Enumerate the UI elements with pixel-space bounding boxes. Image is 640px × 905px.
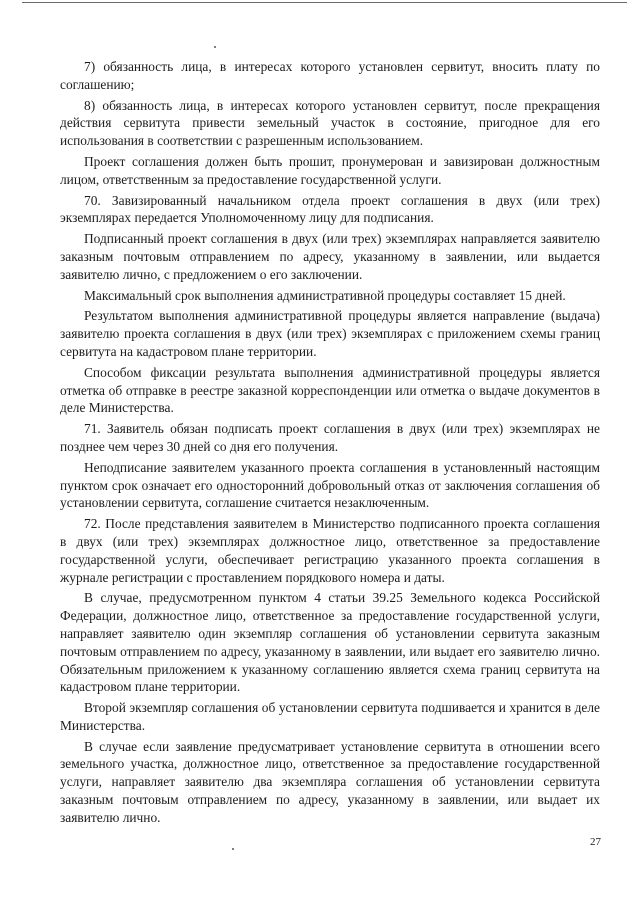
scan-top-edge (22, 2, 627, 3)
paragraph: В случае, предусмотренном пунктом 4 статьи 39.25 Земельного кодекса Российской Федерации, должностное лицо, ответственное за предоставление государственной услуги, направляет заявителю один экземпляр соглашения об установлении сервитута заказным почтовым отправлением по адресу, указанному в заявлении, или выдает его заявителю лично. Обязательным приложением к указанному соглашению является схема границ сервитута на кадастровом плане территории. (60, 590, 600, 695)
paragraph: Проект соглашения должен быть прошит, пронумерован и завизирован должностным лицом, ответственным за предоставление государственной услуги. (60, 153, 600, 187)
paragraph: Второй экземпляр соглашения об установлении сервитута подшивается и хранится в деле Министерства. (60, 700, 600, 733)
scan-speck (232, 848, 234, 850)
page-number: 27 (590, 836, 601, 848)
document-body (60, 58, 600, 830)
paragraph: Подписанный проект соглашения в двух (или трех) экземплярах направляется заявителю заказным почтовым отправлением по адресу, указанному в заявлении, или выдается заявителю лично, с предложением о его заключении. (60, 231, 600, 282)
paragraph: 71. Заявитель обязан подписать проект соглашения в двух (или трех) экземплярах не позднее чем через 30 дней со дня его получения. (60, 421, 600, 454)
paragraph: Неподписание заявителем указанного проекта соглашения в установленный настоящим пунктом срок означает его односторонний добровольный отказ от заключения соглашения об установлении сервитута, соглашение считается незаключенным. (60, 459, 600, 511)
paragraph: 70. Завизированный начальником отдела проект соглашения в двух (или трех) экземплярах передается Уполномоченному лицу для подписания. (60, 192, 600, 226)
paragraph: Максимальный срок выполнения административной процедуры составляет 15 дней. (84, 287, 566, 303)
paragraph: Результатом выполнения административной процедуры является направление (выдача) заявителю проекта соглашения в двух (или трех) экземплярах с приложением схемы границ сервитута на кадастровом плане территории. (60, 308, 600, 359)
scan-speck (214, 46, 216, 48)
paragraph: В случае если заявление предусматривает установление сервитута в отношении всего земельного участка, должностное лицо, ответственное за предоставление государственной услуги, направляет заявителю два экземпляра соглашения об установлении сервитута заказным почтовым отправлением по адресу, указанному в заявлении, или выдает их заявителю лично. (60, 738, 600, 825)
paragraph: 7) обязанность лица, в интересах которого установлен сервитут, вносить плату по соглашению; (60, 59, 600, 92)
paragraph: 8) обязанность лица, в интересах которого установлен сервитут, после прекращения действия сервитута привести земельный участок в состояние, пригодное для его использования в соответствии с разрешенным использованием. (60, 97, 600, 149)
paragraph: Способом фиксации результата выполнения административной процедуры является отметка об отправке в реестре заказной корреспонденции или отметка о выдаче документов в деле Министерства. (60, 364, 600, 416)
paragraph: 72. После представления заявителем в Министерство подписанного проекта соглашения в двух (или трех) экземплярах должностное лицо, ответственное за предоставление государственной услуги, обеспечивает регистрацию указанного проекта соглашения в журнале регистрации с проставлением порядкового номера и даты. (60, 516, 600, 585)
